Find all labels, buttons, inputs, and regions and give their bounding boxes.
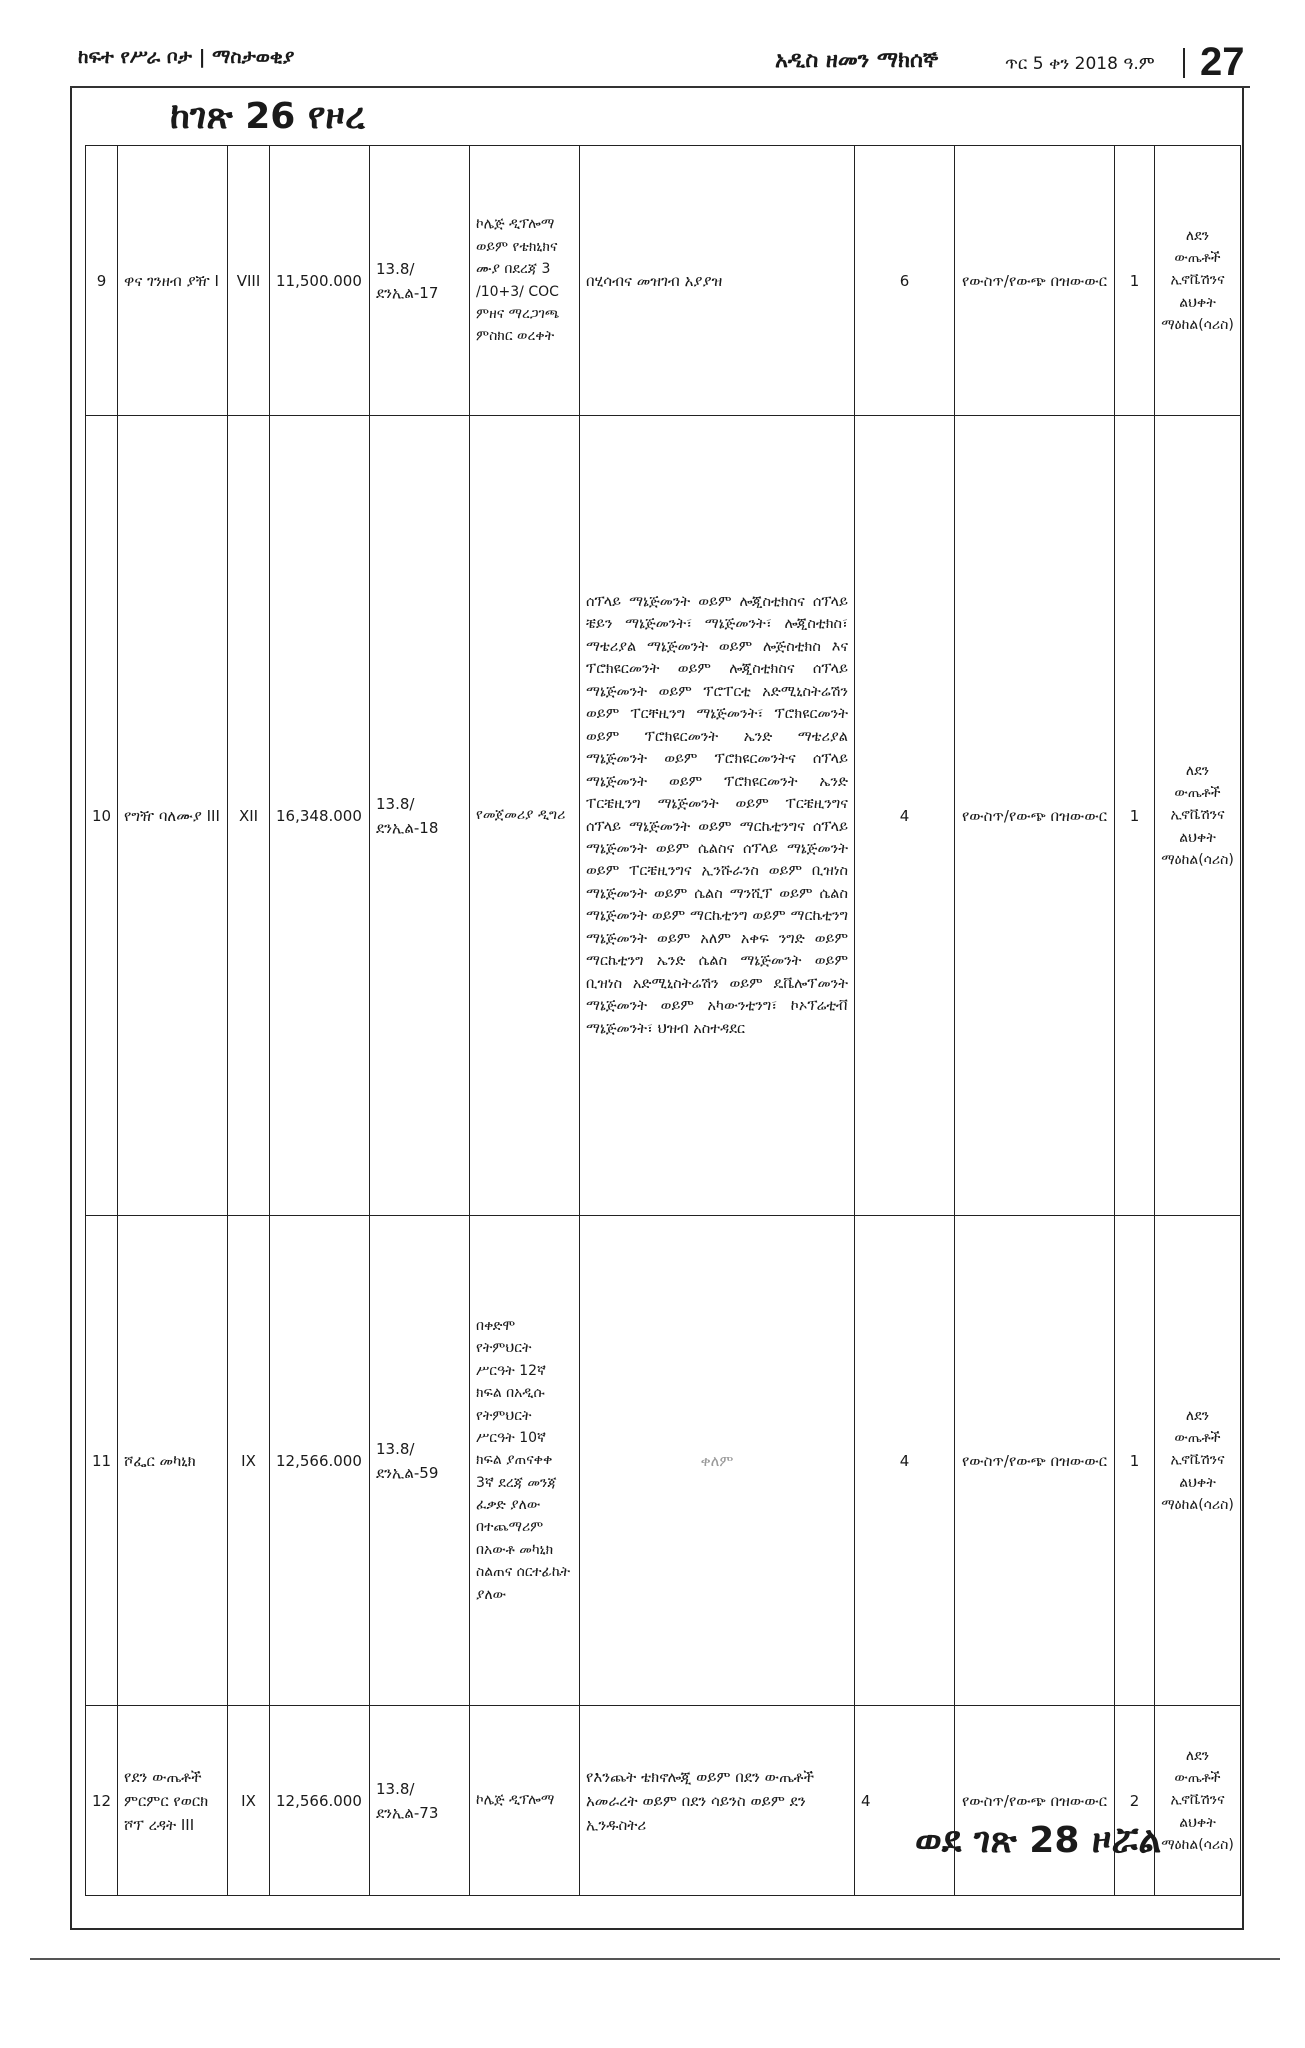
table-row — [86, 416, 1241, 1216]
work-location: ለደን ውጤቶች ኢኖቬሽንና ልህቀት ማዕከል(ሳሪስ) — [1155, 146, 1241, 416]
page-number: 27 — [1200, 40, 1245, 84]
job-title: የግዥ ባለሙያ III — [118, 416, 228, 1216]
job-code: 13.8/ደንኢል-17 — [370, 146, 470, 416]
table-row — [86, 1216, 1241, 1706]
row-number: 11 — [86, 1216, 118, 1706]
work-location: ለደን ውጤቶች ኢኖቬሽንና ልህቀት ማዕከል(ሳሪስ) — [1155, 1216, 1241, 1706]
employment-type: የውስጥ/የውጭ በዝውውር — [955, 146, 1115, 416]
page-header — [0, 0, 1305, 90]
vacancy-table-container — [85, 145, 1240, 1896]
row-number: 9 — [86, 146, 118, 416]
row-number: 12 — [86, 1706, 118, 1896]
issue-date: ጥር 5 ቀን 2018 ዓ.ም — [1005, 54, 1155, 74]
vacancy-table — [85, 145, 1241, 1896]
job-title: የደን ውጤቶች ምርምር የወርክ ሾፕ ረዳት III — [118, 1706, 228, 1896]
section-label: ከፍተ የሥራ ቦታ | ማስታወቂያ — [78, 46, 295, 68]
work-location: ለደን ውጤቶች ኢኖቬሽንና ልህቀት ማዕከል(ሳሪስ) — [1155, 1706, 1241, 1896]
job-code: 13.8/ደንኢል-18 — [370, 416, 470, 1216]
job-code: 13.8/ደንኢል-73 — [370, 1706, 470, 1896]
quantity: 1 — [1115, 1216, 1155, 1706]
education-level: ኮሌጅ ዲፕሎማ — [470, 1706, 580, 1896]
salary: 16,348.000 — [270, 416, 370, 1216]
quantity: 1 — [1115, 416, 1155, 1216]
job-code: 13.8/ደንኢል-59 — [370, 1216, 470, 1706]
table-row — [86, 1706, 1241, 1896]
education-level: በቀድሞ የትምህርት ሥርዓት 12ኛ ክፍል በአዲሱ የትምህርት ሥርዓት 10ኛ ክፍል ያጠናቀቀ 3ኛ ደረጃ መንጃ ፈቃድ ያለው በተጨማሪም በአውቶ መካኒክ ስልጠና ሰርተፊኬት ያለው — [470, 1216, 580, 1706]
work-location: ለደን ውጤቶች ኢኖቬሽንና ልህቀት ማዕከል(ሳሪስ) — [1155, 416, 1241, 1216]
employment-type: የውስጥ/የውጭ በዝውውር — [955, 1216, 1115, 1706]
job-grade: VIII — [228, 146, 270, 416]
row-number: 10 — [86, 416, 118, 1216]
job-title: ዋና ገንዘብ ያዥ I — [118, 146, 228, 416]
education-level: ኮሌጅ ዲፕሎማ ወይም የቴክኒክና ሙያ በደረጃ 3 /10+3/ COC ምዘና ማረጋገጫ ምስክር ወረቀት — [470, 146, 580, 416]
salary: 11,500.000 — [270, 146, 370, 416]
experience-years: 4 — [855, 416, 955, 1216]
salary: 12,566.000 — [270, 1216, 370, 1706]
bottom-rule — [30, 1958, 1280, 1960]
experience-years: 6 — [855, 146, 955, 416]
employment-type: የውስጥ/የውጭ በዝውውር — [955, 1706, 1115, 1896]
employment-type: የውስጥ/የውጭ በዝውውር — [955, 416, 1115, 1216]
experience-years: 4 — [855, 1216, 955, 1706]
field-of-study: ቀለም — [580, 1216, 855, 1706]
table-row — [86, 146, 1241, 416]
field-of-study: የእንጨት ቴክኖሎጂ ወይም በደን ውጤቶች አመራረት ወይም በደን ሳይንስ ወይም ደን ኢንዱስትሪ — [580, 1706, 855, 1896]
continue-to-label: ወደ ገጽ 28 ዞሯል — [915, 1820, 1162, 1861]
header-divider — [1183, 48, 1185, 78]
education-level: የመጀመሪያ ዲግሪ — [470, 416, 580, 1216]
job-grade: IX — [228, 1706, 270, 1896]
quantity: 1 — [1115, 146, 1155, 416]
salary: 12,566.000 — [270, 1706, 370, 1896]
job-grade: XII — [228, 416, 270, 1216]
newspaper-masthead: አዲስ ዘመን ማክሰኞ — [775, 48, 939, 73]
field-of-study: በሂሳብና መዝገብ አያያዝ — [580, 146, 855, 416]
quantity: 2 — [1115, 1706, 1155, 1896]
field-of-study: ሰፕላይ ማኔጅመንት ወይም ሎጂስቲክስና ሰፕላይ ቼይን ማኔጅመንት፣ ማኔጅመንት፣ ሎጂስቲክስ፣ ማቴሪያል ማኔጅመንት ወይም ሎጅስቲክስ እና ፕሮክዩርመንት ወይም ሎጂስቲክስና ሰፕላይ ማኔጅመንት ወይም ፕሮፐርቲ አድሚኒስትሬሽን ወይም ፐርቸዚንግ ማኔጅመንት፣ ፕሮክዩርመንት ወይም ፕሮክዩርመንት ኤንድ ማቴሪያል ማኔጅመንት ወይም ፕሮክዩርመንትና ሰፕላይ ማኔጅመንት ወይም ፕሮክዩርመንት ኤንድ ፐርቼዚንግ ማኔጅመንት ወይም ፐርቼዚንግና ሰፕላይ ማኔጅመንት ወይም ማርኬቲንግና ሰፕላይ ማኔጅመንት ወይም ሴልስና ሰፕላይ ማኔጅመንት ወይም ፐርቼዚንግና ኢንሹራንስ ወይም ቢዝነስ ማኔጅመንት ወይም ሴልስ ማንሺፕ ወይም ሴልስ ማኔጅመንት ወይም ማርኬቲንግ ወይም ማርኬቲንግ ማኔጅመንት ወይም አለም አቀፍ ንግድ ወይም ማርኬቲንግ ኤንድ ሴልስ ማኔጅመንት ወይም ቢዝነስ አድሚኒስትሬሽን ወይም ዴቬሎፕመንት ማኔጅመንት ወይም አካውንቲንግ፣ ኮኦፕሬቲቭ ማኔጅመንት፣ ህዝብ አስተዳደር — [580, 416, 855, 1216]
experience-years: 4 — [855, 1706, 955, 1896]
job-title: ሾፌር መካኒክ — [118, 1216, 228, 1706]
job-grade: IX — [228, 1216, 270, 1706]
continued-from-label: ከገጽ 26 የዞረ — [170, 96, 366, 137]
